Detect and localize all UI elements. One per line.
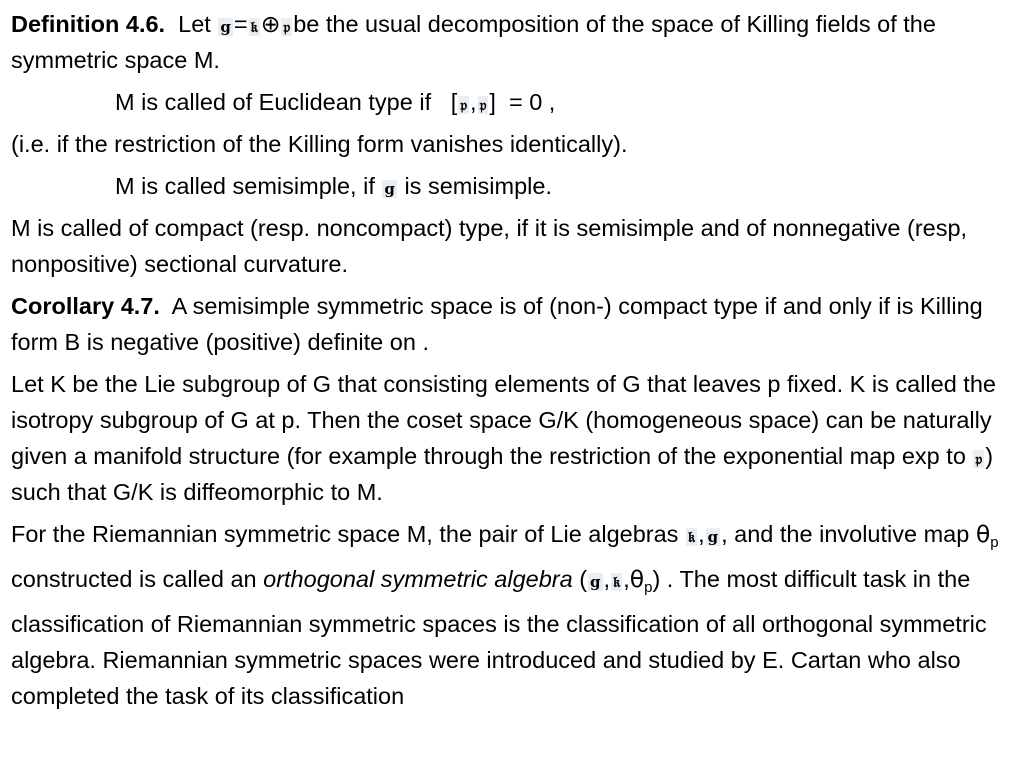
text: ) . The most difficult task in the classification of Riemannian symmetric spaces is the classification of all orthogonal symmetric algebra. Riemannian symmetric spaces were introduced and studied by E. Cartan who also completed the task of its classification [11,566,987,709]
frak-p-symbol: 𝔭 [460,96,468,114]
definition-paragraph [11,6,1017,78]
frak-k-symbol: 𝔨 [250,18,258,36]
text: = 0 , [508,89,556,115]
text: For the Riemannian symmetric space M, the pair of Lie algebras [11,521,679,547]
text: ) such that G/K is diffeomorphic to M. [11,443,994,505]
frak-k-symbol: 𝔨 [687,528,696,546]
text: , [623,566,630,592]
italic-term: orthogonal symmetric algebra [263,566,573,592]
text: ] [489,89,496,115]
riemannian-paragraph [11,516,1017,714]
text: = [233,11,248,37]
compact-type-paragraph: M is called of compact (resp. noncompact) type, if it is semisimple and of nonnegative (resp, nonpositive) sectional curvature. [11,215,968,277]
frak-g-symbol: g [590,573,601,591]
text: M is called of Euclidean type if [115,89,432,115]
frak-g-symbol: g [707,528,719,546]
frak-p-symbol: 𝔭 [479,96,487,114]
text: constructed is called an [11,566,257,592]
slide-content [11,6,1017,714]
text: , and the involutive map [721,521,970,547]
text: Let K be the Lie subgroup of G that consisting elements of G that leaves p fixed. K is called the isotropy subgroup of G at p. Then the coset space G/K (homogeneous space) can be naturally given a manifold structure (for example through the restriction of the exponential map exp to [11,371,996,469]
text: , [603,566,611,592]
definition-label: Definition 4.6. [11,11,166,37]
frak-k-symbol: 𝔨 [613,573,621,591]
frak-p-symbol: 𝔭 [283,18,291,36]
corollary-label: Corollary 4.7. [11,293,160,319]
subscript-p: p [990,534,999,551]
corollary-paragraph [11,288,1017,360]
frak-g-symbol: g [220,18,231,36]
text: , [698,521,705,547]
theta-symbol: θ [629,565,645,593]
direct-sum-symbol: ⊕ [260,10,281,38]
semisimple-line [11,168,1017,204]
euclidean-line [11,84,1017,120]
theta-symbol: θ [975,520,991,548]
text: A semisimple symmetric space is of (non-) compact type if and only if is Killing form B is negative (positive) definite on . [11,293,983,355]
frak-g-symbol: g [384,180,395,198]
text: is semisimple. [404,173,552,199]
text: Let [178,11,211,37]
text: , [470,89,477,115]
subscript-p: p [644,579,653,596]
text: be the usual decomposition of the space of Killing fields of the symmetric space M. [11,11,936,73]
frak-p-symbol: 𝔭 [975,450,983,468]
text: [ [450,89,458,115]
isotropy-paragraph [11,366,1017,510]
text: ( [579,566,588,592]
ie-line: (i.e. if the restriction of the Killing form vanishes identically). [11,131,628,157]
text: M is called semisimple, if [115,173,375,199]
